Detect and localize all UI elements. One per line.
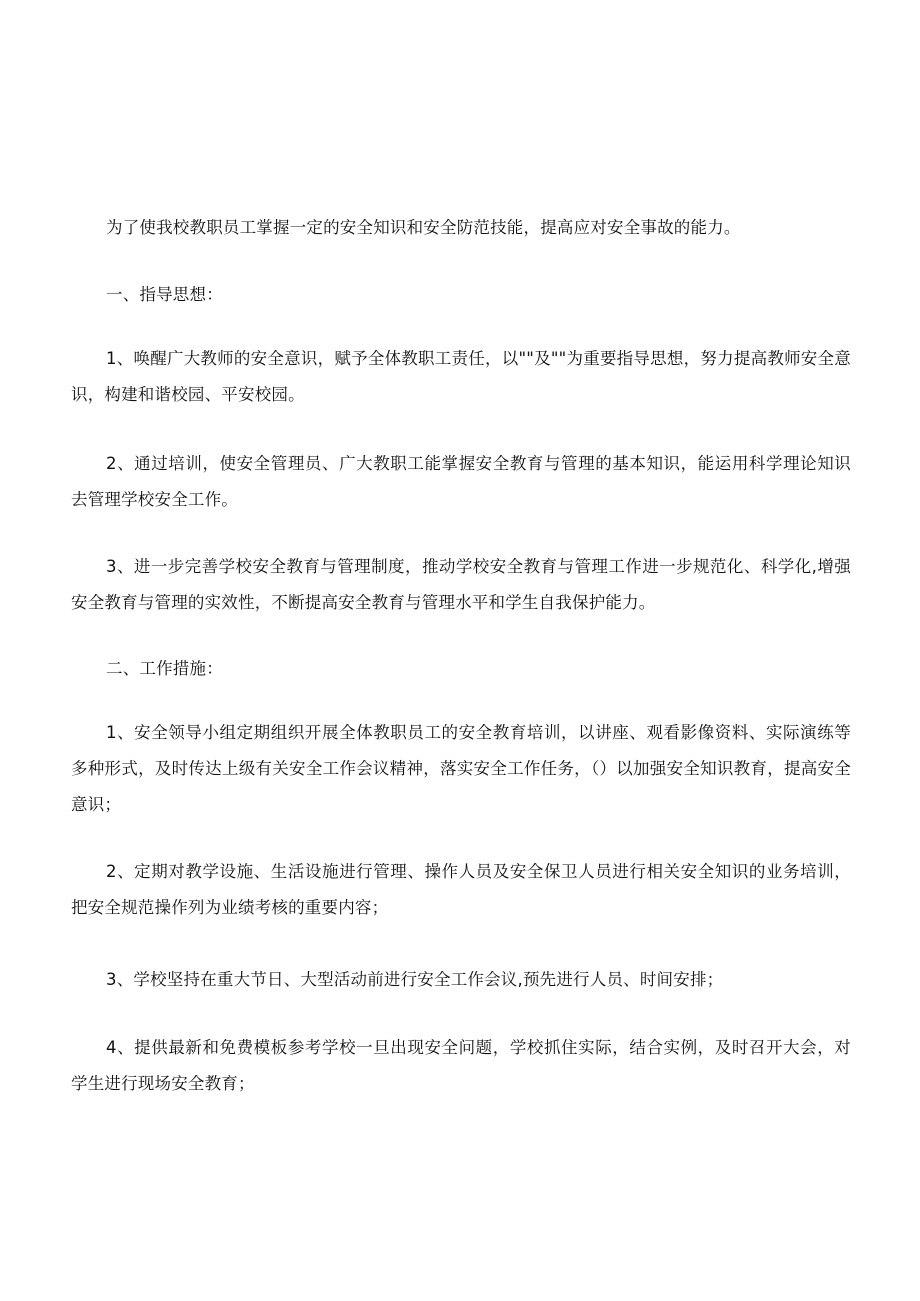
section2-item-3: 3、学校坚持在重大节日、大型活动前进行安全工作会议,预先进行人员、时间安排； [106,970,724,989]
section2-item-2: 2、定期对教学设施、生活设施进行管理、操作人员及安全保卫人员进行相关安全知识的业务培训，把安全规范操作列为业绩考核的重要内容； [71,862,851,917]
section2-item-4: 4、提供最新和免费模板参考学校一旦出现安全问题，学校抓住实际，结合实例，及时召开大会，对学生进行现场安全教育； [71,1038,851,1093]
section1-item-2: 2、通过培训，使安全管理员、广大教职工能掌握安全教育与管理的基本知识，能运用科学理论知识去管理学校安全工作。 [71,454,851,509]
section2-heading: 二、工作措施： [106,659,223,678]
section1-heading: 一、指导思想： [106,285,223,304]
intro-paragraph: 为了使我校教职员工掌握一定的安全知识和安全防范技能，提高应对安全事故的能力。 [106,218,741,237]
section1-item-1: 1、唤醒广大教师的安全意识，赋予全体教职工责任，以""及""为重要指导思想，努力提高教师安全意识，构建和谐校园、平安校园。 [71,349,851,404]
section2-item-1: 1、安全领导小组定期组织开展全体教职员工的安全教育培训，以讲座、观看影像资料、实际演练等多种形式，及时传达上级有关安全工作会议精神，落实安全工作任务，（）以加强安全知识教育，提高安全意识； [71,723,851,814]
section1-item-3: 3、进一步完善学校安全教育与管理制度，推动学校安全教育与管理工作进一步规范化、科学化,增强安全教育与管理的实效性，不断提高安全教育与管理水平和学生自我保护能力。 [71,557,851,612]
